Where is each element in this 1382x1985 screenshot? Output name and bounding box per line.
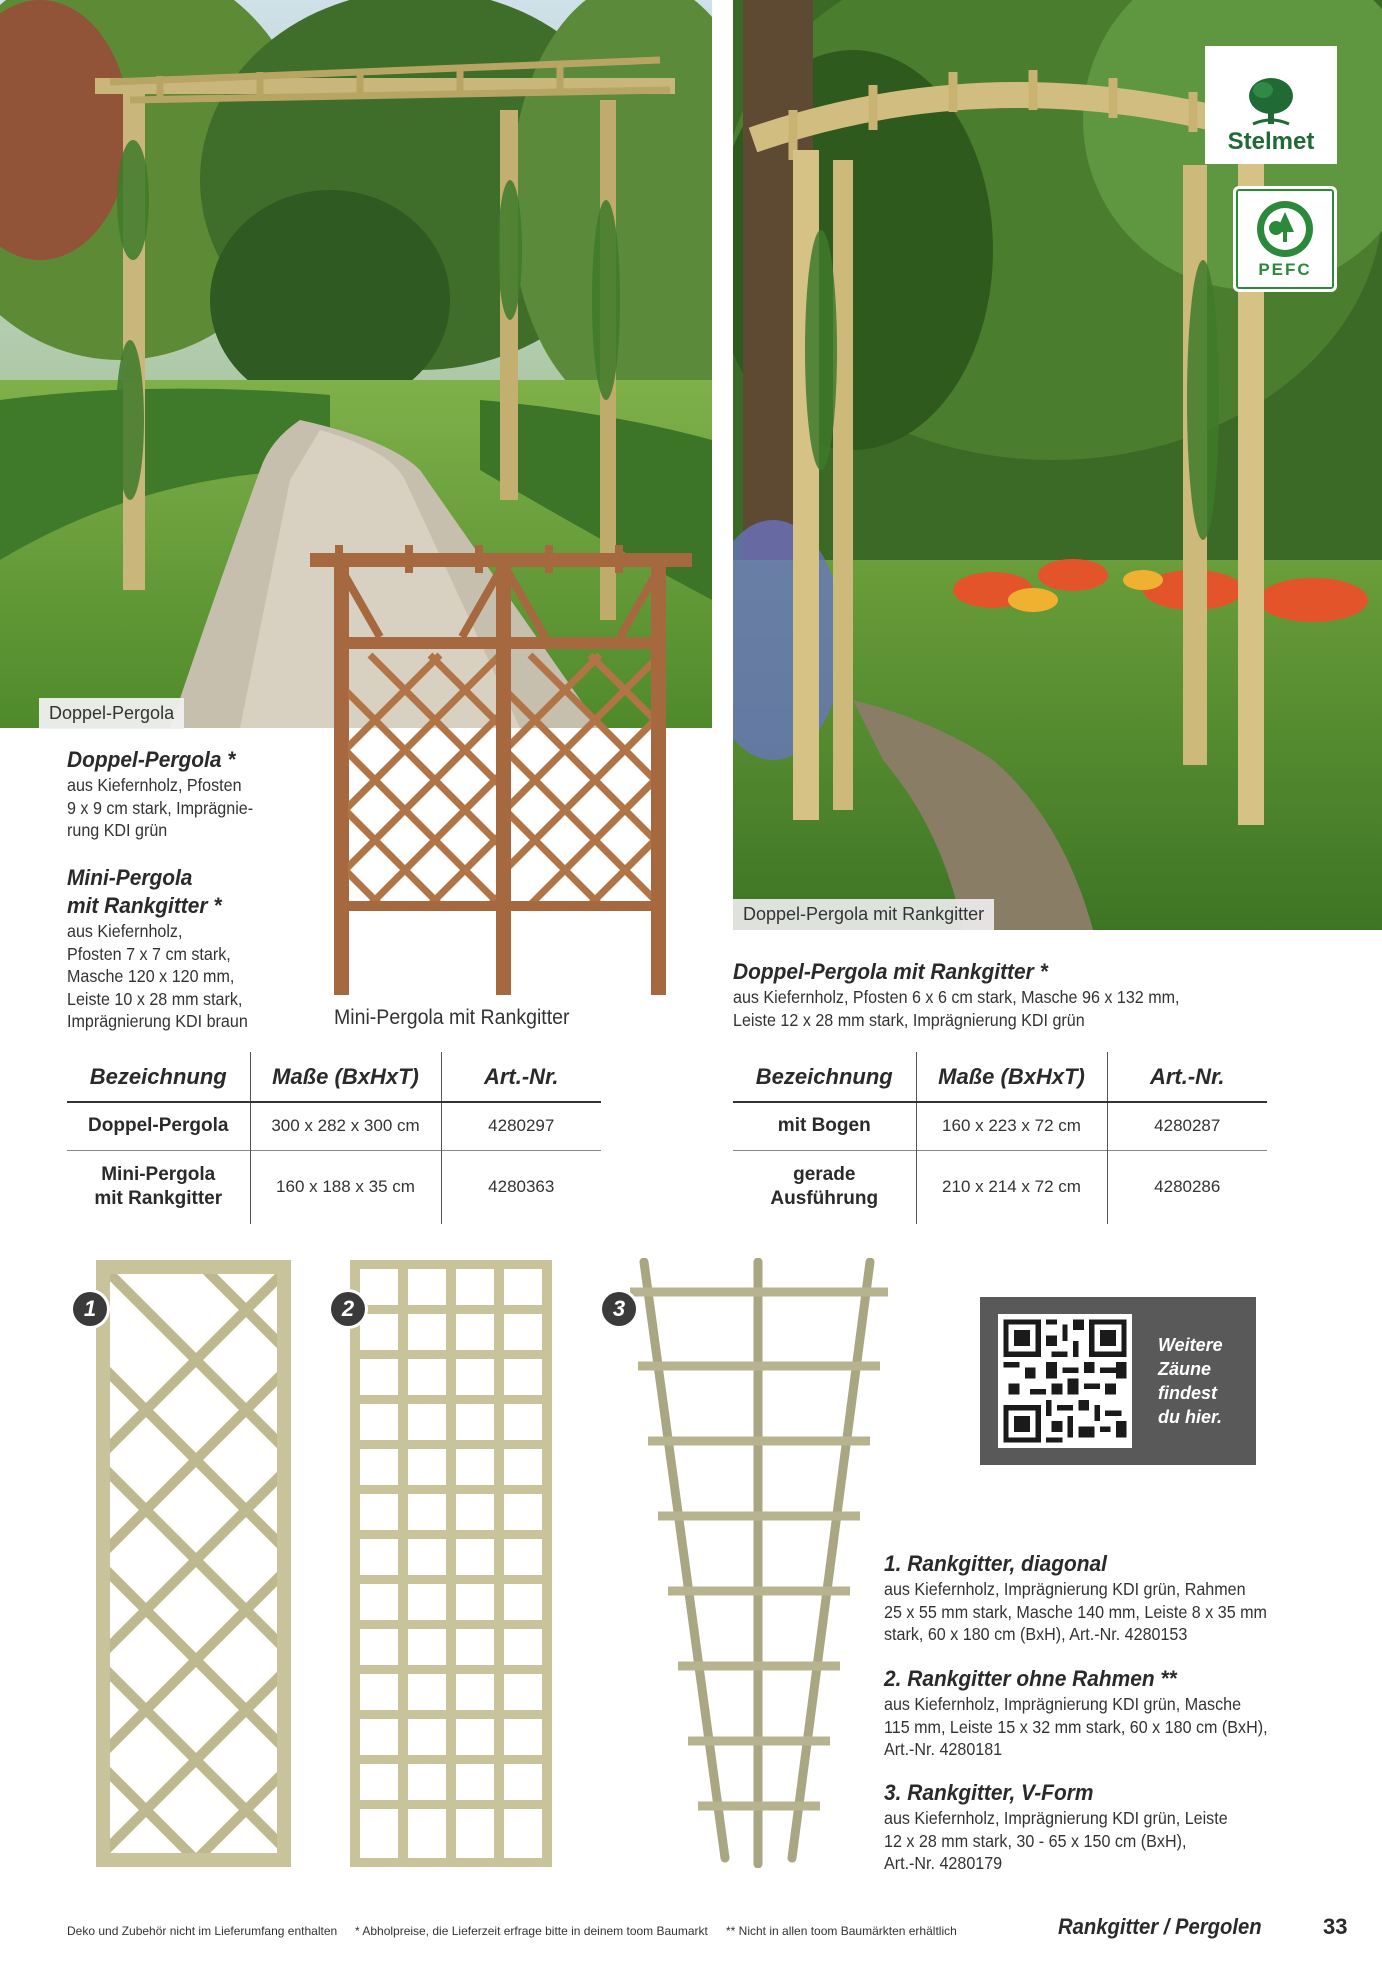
tree-icon (1243, 72, 1299, 128)
rankgitter-pergola-title: Doppel-Pergola mit Rankgitter * (733, 959, 1048, 984)
pefc-logo-text: PEFC (1258, 260, 1312, 279)
doppel-pergola-caption: Doppel-Pergola (39, 698, 184, 729)
cell-size: 300 x 282 x 300 cm (250, 1102, 441, 1150)
table-row (733, 1150, 1267, 1224)
trellis-3-title: 3. Rankgitter, V-Form (884, 1780, 1094, 1805)
doppel-pergola-title: Doppel-Pergola * (67, 747, 236, 772)
trellis-grid-image (350, 1260, 552, 1867)
cell-size: 210 x 214 x 72 cm (916, 1150, 1107, 1224)
trellis-number-badge-3: 3 (602, 1292, 636, 1326)
rankgitter-pergola-desc-1: aus Kiefernholz, Pfosten 6 x 6 cm stark, Masche 96 x 132 mm, (733, 987, 1180, 1007)
footer-note-1: Deko und Zubehör nicht im Lieferumfang enthalten (67, 1924, 338, 1938)
cell-art: 4280363 (441, 1150, 601, 1224)
pefc-tree-icon (1254, 198, 1316, 260)
doppel-pergola-desc-2: 9 x 9 cm stark, Imprägnie- (67, 797, 254, 818)
mini-pergola-image (310, 545, 700, 995)
col-header-art: Art.-Nr. (1107, 1052, 1267, 1102)
cell-art: 4280287 (1107, 1102, 1267, 1150)
table-header-row (67, 1052, 601, 1102)
mini-pergola-caption: Mini-Pergola mit Rankgitter (334, 1006, 570, 1029)
trellis-2-desc-1: aus Kiefernholz, Imprägnierung KDI grün, Masche (884, 1694, 1242, 1714)
cell-name (733, 1150, 916, 1224)
cell-art: 4280286 (1107, 1150, 1267, 1224)
stelmet-logo-text: Stelmet (1227, 128, 1315, 155)
qr-code-icon[interactable] (998, 1314, 1132, 1448)
trellis-3-desc-2: 12 x 28 mm stark, 30 - 65 x 150 cm (BxH), (884, 1830, 1187, 1851)
trellis-1-text (884, 1550, 1324, 1646)
cell-name-line-1: gerade (793, 1164, 856, 1186)
qr-promo-text (1158, 1333, 1223, 1429)
pefc-logo (1233, 186, 1337, 292)
rankgitter-pergola-desc-2: Leiste 12 x 28 mm stark, Imprägnierung KDI grün (733, 1009, 1085, 1030)
cell-name-line-1: Mini-Pergola (101, 1164, 216, 1186)
cell-name (67, 1150, 250, 1224)
trellis-number-badge-1: 1 (73, 1292, 107, 1326)
trellis-3-desc-1: aus Kiefernholz, Imprägnierung KDI grün, Leiste (884, 1808, 1228, 1828)
qr-promo-box[interactable] (980, 1297, 1256, 1465)
col-header-size: Maße (BxHxT) (916, 1052, 1107, 1102)
trellis-1-desc-3: stark, 60 x 180 cm (BxH), Art.-Nr. 4280153 (884, 1624, 1188, 1644)
table-row (67, 1150, 601, 1224)
mini-pergola-title-1: Mini-Pergola (67, 865, 193, 890)
col-header-name: Bezeichnung (67, 1052, 250, 1102)
trellis-3-desc-3: Art.-Nr. 4280179 (884, 1853, 1003, 1873)
mini-pergola-text (67, 864, 317, 1033)
col-header-art: Art.-Nr. (441, 1052, 601, 1102)
cell-name-line-2: Ausführung (770, 1188, 879, 1210)
trellis-1-title: 1. Rankgitter, diagonal (884, 1551, 1107, 1576)
qr-line-3: findest (1158, 1383, 1218, 1403)
table-row (67, 1102, 601, 1150)
trellis-2-title: 2. Rankgitter ohne Rahmen ** (884, 1666, 1177, 1691)
mini-pergola-desc-2: Pfosten 7 x 7 cm stark, (67, 943, 231, 964)
table-header-row (733, 1052, 1267, 1102)
cell-art: 4280297 (441, 1102, 601, 1150)
mini-pergola-desc-3: Masche 120 x 120 mm, (67, 966, 235, 986)
cell-name: Doppel-Pergola (67, 1102, 250, 1150)
trellis-diagonal-image (96, 1260, 291, 1867)
doppel-pergola-text (67, 746, 317, 842)
cell-size: 160 x 188 x 35 cm (250, 1150, 441, 1224)
qr-line-1: Weitere (1158, 1335, 1223, 1355)
cell-name: mit Bogen (733, 1102, 916, 1150)
trellis-2-desc-3: Art.-Nr. 4280181 (884, 1739, 1003, 1759)
mini-pergola-title-2: mit Rankgitter * (67, 893, 222, 918)
qr-line-2: Zäune (1158, 1359, 1212, 1379)
mini-pergola-desc-1: aus Kiefernholz, (67, 921, 183, 941)
trellis-vform-image (630, 1258, 890, 1868)
table-row (733, 1102, 1267, 1150)
page-number: 33 (1323, 1914, 1348, 1939)
trellis-2-desc-2: 115 mm, Leiste 15 x 32 mm stark, 60 x 180 cm (BxH), (884, 1716, 1268, 1737)
rankgitter-pergola-text (733, 958, 1333, 1031)
col-header-size: Maße (BxHxT) (250, 1052, 441, 1102)
doppel-pergola-desc-3: rung KDI grün (67, 820, 168, 840)
spec-table-right (733, 1052, 1267, 1224)
footer-section-title: Rankgitter / Pergolen (1058, 1914, 1262, 1939)
trellis-1-desc-1: aus Kiefernholz, Imprägnierung KDI grün, Rahmen (884, 1579, 1246, 1599)
spec-table-left (67, 1052, 601, 1224)
footer-note-2: * Abholpreise, die Lieferzeit erfrage bitte in deinem toom Baumarkt (355, 1924, 708, 1938)
trellis-number-badge-2: 2 (331, 1292, 365, 1326)
footer-note-3: ** Nicht in allen toom Baumärkten erhältlich (726, 1924, 957, 1938)
mini-pergola-desc-5: Imprägnierung KDI braun (67, 1011, 248, 1031)
rankgitter-pergola-caption: Doppel-Pergola mit Rankgitter (733, 899, 994, 930)
stelmet-logo (1205, 46, 1337, 164)
col-header-name: Bezeichnung (733, 1052, 916, 1102)
trellis-3-text (884, 1779, 1324, 1875)
doppel-pergola-desc-1: aus Kiefernholz, Pfosten (67, 775, 242, 795)
trellis-1-desc-2: 25 x 55 mm stark, Masche 140 mm, Leiste 8 x 35 mm (884, 1601, 1267, 1622)
trellis-2-text (884, 1665, 1324, 1761)
qr-line-4: du hier. (1158, 1407, 1223, 1427)
cell-name-line-2: mit Rankgitter (94, 1188, 223, 1210)
mini-pergola-desc-4: Leiste 10 x 28 mm stark, (67, 988, 243, 1009)
cell-size: 160 x 223 x 72 cm (916, 1102, 1107, 1150)
